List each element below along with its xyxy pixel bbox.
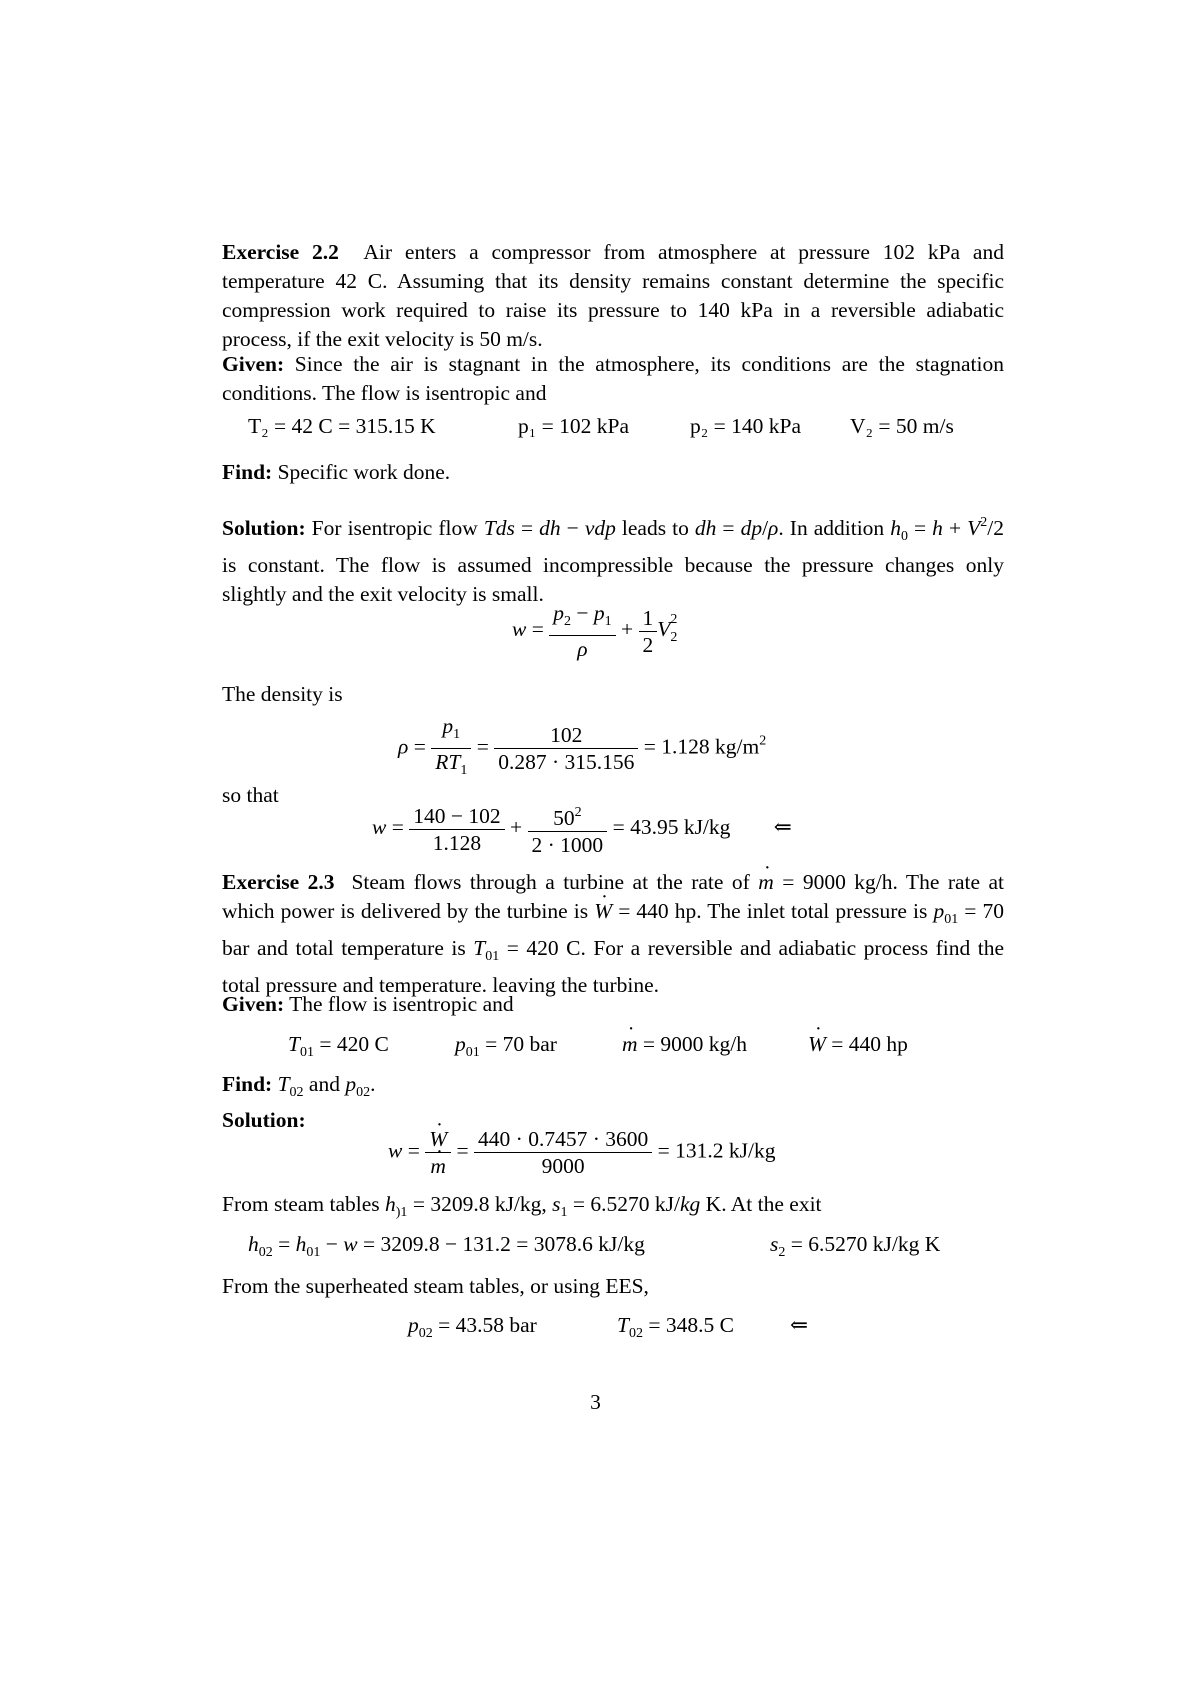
given-label-2: Given: [222,992,285,1016]
result-arrow-1: ⇐ [773,814,792,839]
density-label: The density is [222,682,343,706]
exercise-2-2-given [222,350,1004,408]
given2-equation-4: · W = 440 hp [808,1032,908,1057]
p02-result: $p_{02} = 43.58$ bar [408,1313,537,1341]
exercise-2-2-find [222,458,1004,487]
t02-result: $T_{02} = 348.5$ C [617,1313,734,1341]
find-text: Specific work done. [277,460,451,484]
given-equation-4: V₂ = 50 m/s [850,414,954,438]
solution-label: Solution: [222,516,306,540]
exercise-2-3-given: Given: The flow is isentropic and [222,992,514,1016]
work-result-equation: w = $\frac{140 - 102}{1.128}$ + $\frac{50^2}{2 \cdot 1000}$ = 43.95 kJ/kg ⇐ [372,803,792,857]
density-equation: ρ = $\frac{p_1}{RT_1}$ = $\frac{102}{0.287 \cdot 315.156}$ = 1.128 $kg/m^2$ [398,713,766,784]
given2-equation-1: $T_{01} = 420$ C [288,1032,389,1060]
given-equation-1: T₂ = 42 C = 315.15 K [248,414,436,438]
given-text: Since the air is stagnant in the atmosphere, its conditions are the stagnation conditions. The flow is isentropic and [222,352,1004,405]
page-number: 3 [590,1390,601,1414]
given2-equation-2: $p_{01} = 70$ bar [455,1032,557,1060]
given2-equation-3: · m = 9000 kg/h [622,1032,747,1057]
exercise-2-2-solution: Solution: For isentropic flow Tds = dh − vdp leads to dh = dp/ρ. In addition $h_0 = h + V^2/2$ is constant. The flow is assumed incompressible because the pressure changes only slightly and the exit velocity is small. [222,515,1004,606]
exercise-2-3-find: Find: $T_{02}$ and $p_{02}$. [222,1072,376,1100]
exit-entropy-equation: $s_2 = 6.5270$ kJ/kg K [770,1232,941,1260]
given-label: Given: [222,352,285,376]
exercise-2-3-solution-label: Solution: [222,1108,306,1132]
exercise-2-2-text: Air enters a compressor from atmosphere at pressure 102 kPa and temperature 42 C. Assuming that its density remains constant determine the specific compression work required to raise its pressure to 140 kPa in a reversible adiabatic process, if the exit velocity is 50 m/s. [222,240,1004,351]
find-label: Find: [222,460,273,484]
exit-enthalpy-equation: $h_{02} = h_{01} - w = 3209.8 - 131.2 = 3078.6$ kJ/kg [248,1232,645,1260]
work-formula: w = $\frac{p_2 - p_1}{\rho}$ + $\frac{1}{2}$ V $_{2 2}$ [512,601,678,661]
so-that-label: so that [222,783,279,807]
turbine-work-equation: w = · W · m = $\frac{440 \cdot 0.7457 \cdot 3600}{9000}$ = 131.2 kJ/kg [388,1126,775,1179]
superheated-tables-line: From the superheated steam tables, or using EES, [222,1274,649,1298]
given-equation-2: p₁ = 102 kPa [518,414,629,438]
find-label-2: Find: [222,1072,273,1096]
exercise-2-3-label: Exercise 2.3 [222,870,335,894]
given-equation-3: p₂ = 140 kPa [690,414,801,438]
exercise-2-2-label: Exercise 2.2 [222,240,339,264]
result-arrow-2: ⇐ [790,1313,809,1337]
steam-tables-line: From steam tables $h_{)1} = 3209.8$ kJ/kg, $s_1 = 6.5270$ kJ/kg K. At the exit [222,1192,822,1220]
exercise-2-3-statement: Exercise 2.3 Steam flows through a turbine at the rate of · m = 9000 kg/h. The rate at which power is delivered by the turbine is · W = 440 hp. The inlet total pressure is $p_{01} = 70$ bar and total temperature is $T_{01} = 420$ C. For a reversible and adiabatic process find the total pressure and temperature. leaving the turbine. [222,868,1004,1000]
exercise-2-2-statement [222,238,1004,354]
